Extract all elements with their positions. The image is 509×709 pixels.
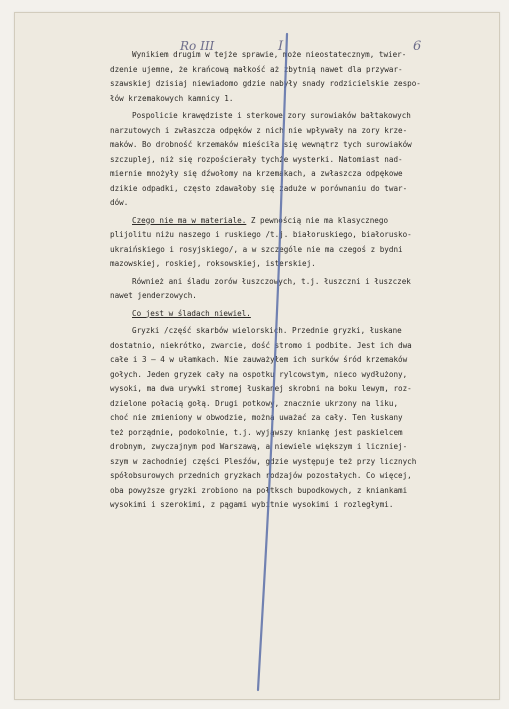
text-line: gołych. Jeden gryzek cały na ospotku rylcowstym, nieco wydłużony, [110,369,408,379]
text-line: dzenie ujemne, że krańcową małkość aż zbytnią nawet dla przywar- [110,64,403,74]
document-body [110,48,488,516]
text-line: wysokimi i szerokimi, z pągami wybitnie wysokimi i rozległymi. [110,500,394,509]
text-line: plijolitu niżu naszego i ruskiego /t.j. białoruskiego, białorusko- [110,230,412,239]
paragraph [110,214,488,272]
text-line: łów krzemakowych kamnicy 1. [110,93,234,103]
text-line: narzutowych i zwłaszcza odpęków z nich nie wpływały na zory krze- [110,125,408,135]
text-line [110,307,488,322]
text-line: miernie mnożyły się dźwołomy na krzemakach, a zwłaszcza odpękowe [110,169,403,178]
text-line: Gryzki /część skarbów wielorskich. Przednie gryzki, łuskane [132,326,402,335]
paragraph [110,307,488,322]
archive-annotation-left: Ro III [180,39,215,53]
text-line: szawskiej dzisiaj niewiadomo gdzie nabyły snady rodzicielskie zespo- [110,79,421,88]
text-line: choć nie zmieniony w obwodzie, można uważać za cały. Ten łuskany [110,413,403,422]
text-line: wysoki, ma dwa urywki stromej łuskanej skrobni na boku lewym, roz- [110,384,412,393]
text-line: Również ani śladu zorów łuszczowych, t.j. łuszczni i łuszczek [132,276,411,286]
archive-annotation-center: I [278,39,284,54]
text-line [110,214,488,229]
section-heading: Co jest w śladach niewiel. [132,308,251,318]
text-line: nawet jenderzowych. [110,291,197,300]
text-line: szym w zachodniej części Plesźów, gdzie występuje też przy licznych [110,456,417,466]
paragraph [110,324,488,513]
text-line: dów. [110,198,129,207]
text-line: ukraińskiego i rosyjskiego/, a w szczególe nie ma czegoś z bydni [110,244,403,254]
text-line: całe i 3 — 4 w ułamkach. Nie zauważyłem ich surków śród krzemaków [110,355,408,364]
text-line: mazowskiej, roskiej, roksowskiej, isterskiej. [110,259,316,268]
text-line: dzielone połacią gołą. Drugi potkowy, znacznie ukrzony na liku, [110,398,399,408]
text-line: Wynikiem drugim w tejże sprawie, może nieostatecznym, twier- [132,50,407,59]
text-line: maków. Bo drobność krzemaków mieściła się wewnątrz tych surowiaków [110,140,412,149]
text-line: szczuplej, niż się rozpościerały tychże wysterki. Natomiast nad- [110,154,403,164]
section-heading: Czego nie ma w materiale. [132,215,247,225]
page-number: 6 [413,39,422,54]
text-fragment: Z pewnością nie ma klasycznego [246,215,389,225]
text-line: dzikie odpadki, często zdawałoby się zaduże w porównaniu do twar- [110,183,408,193]
paragraph [110,48,488,106]
text-line: spółobsurowych przednich gryzkach rodzajów pozostałych. Co więcej, [110,471,412,480]
text-line: oba powyższe gryzki zrobiono na połtksch bupodkowych, z kniankami [110,485,408,495]
text-line: drobnym, zwyczajnym pod Warszawą, a niewiele większym i liczniej- [110,442,408,451]
text-line: dostatnio, niekrótko, zwarcie, dość stromo i podbite. Jest ich dwa [110,340,412,350]
text-line: też porządnie, podokolnie, t.j. wyjąwszy kniankę jest paskielcem [110,427,403,437]
paragraph [110,275,488,304]
text-line: Pospolicie krawędziste i sterkowe zory surowiaków bałtakowych [132,111,411,120]
paragraph [110,109,488,211]
